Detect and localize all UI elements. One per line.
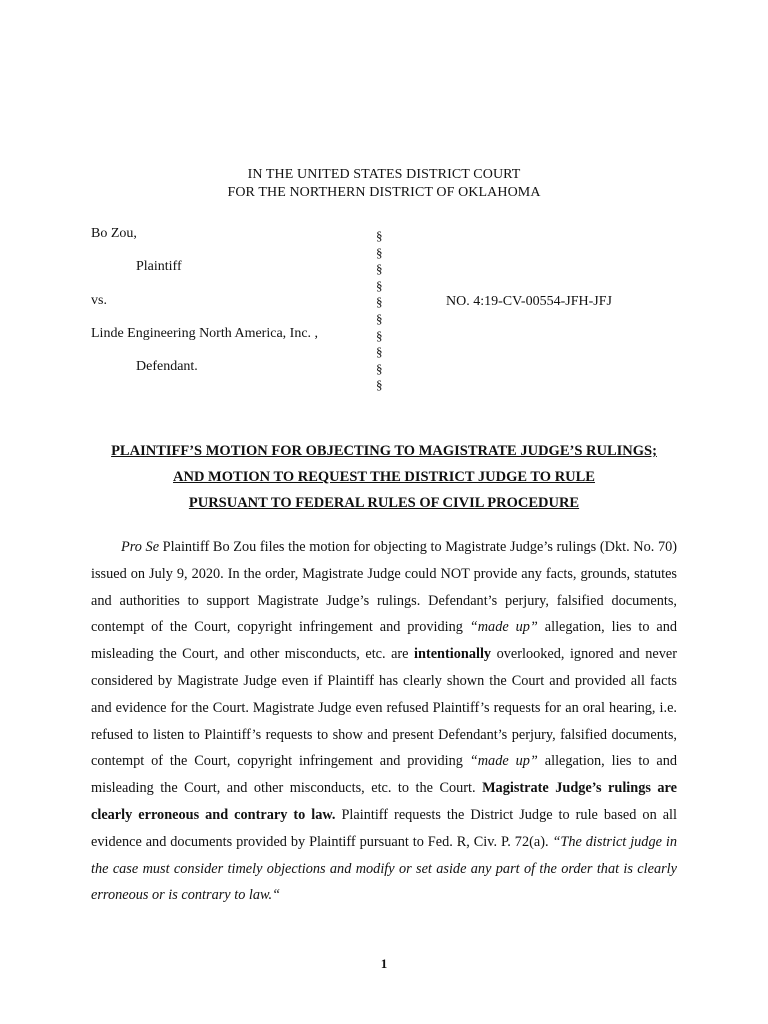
court-header-line-2: FOR THE NORTHERN DISTRICT OF OKLAHOMA <box>227 185 541 200</box>
section-symbol: § <box>376 327 383 343</box>
section-symbol: § <box>376 277 383 293</box>
section-symbol: § <box>376 360 383 376</box>
court-header <box>0 166 768 202</box>
ruling-emphasis: Magistrate Judge’s rulings are clearly erroneous and contrary to law. <box>91 780 677 823</box>
made-up-quote: “made up” <box>469 619 538 636</box>
case-caption <box>91 226 691 406</box>
section-symbol: § <box>376 310 383 326</box>
case-number: NO. 4:19-CV-00554-JFH-JFJ <box>446 294 612 309</box>
motion-title-line-1: PLAINTIFF’S MOTION FOR OBJECTING TO MAGISTRATE JUDGE’S RULINGS; <box>111 443 657 459</box>
page-number: 1 <box>380 956 388 971</box>
pro-se-term: Pro Se <box>121 539 160 555</box>
court-header-line-1: IN THE UNITED STATES DISTRICT COURT <box>247 167 521 182</box>
versus-label: vs. <box>91 293 107 308</box>
motion-title-line-2: AND MOTION TO REQUEST THE DISTRICT JUDGE TO RULE <box>173 469 595 485</box>
defendant-name: Linde Engineering North America, Inc. , <box>91 326 319 341</box>
body-text-segment: allegation, lies to and misleading the Court, and other misconducts, etc. to the Court. <box>91 753 678 797</box>
section-symbol: § <box>376 244 383 260</box>
section-symbol: § <box>376 294 383 310</box>
body-text-segment: allegation, lies to and misleading the Court, and other misconducts, etc. are <box>91 619 678 663</box>
section-symbol: § <box>376 377 383 393</box>
body-text-segment: Plaintiff Bo Zou files the motion for objecting to Magistrate Judge’s rulings (Dkt. No. 70) issued on July 9, 2020. In the order, Magistrate Judge could NOT provide any facts, grounds, statutes and authorities to support Magistrate Judge’s rulings. Defendant’s perjury, falsified documents, contempt of the Court, copyright infringement and providing <box>91 539 678 636</box>
plaintiff-role: Plaintiff <box>136 259 182 274</box>
body-paragraph <box>91 534 677 909</box>
defendant-role: Defendant. <box>136 359 198 374</box>
body-text-segment: overlooked, ignored and never considered by Magistrate Judge even if Plaintiff has clearly shown the Court and provided all facts and evidence for the Court. Magistrate Judge even refused Plaintiff’s requests for an oral hearing, i.e. refused to listen to Plaintiff’s requests to show and present Defendant’s perjury, falsified documents, contempt of the Court, copyright infringement and providing <box>91 646 677 770</box>
motion-body <box>91 534 677 909</box>
rule-quote: “The district judge in the case must consider timely objections and modify or set aside any part of the order that is clearly erroneous or is contrary to law.“ <box>91 833 677 904</box>
made-up-quote: “made up” <box>469 753 538 770</box>
section-symbol-column <box>376 228 390 394</box>
intentionally-emphasis: intentionally <box>414 646 492 663</box>
plaintiff-name: Bo Zou, <box>91 226 137 241</box>
section-symbol: § <box>376 344 383 360</box>
section-symbol: § <box>376 261 383 277</box>
section-symbol: § <box>376 228 383 243</box>
body-text-segment: Plaintiff requests the District Judge to rule based on all evidence and documents provided by Plaintiff pursuant to Fed. R, Civ. P. 72(a). <box>91 806 677 850</box>
motion-title-line-3: PURSUANT TO FEDERAL RULES OF CIVIL PROCEDURE <box>188 495 580 511</box>
motion-title <box>0 438 768 516</box>
